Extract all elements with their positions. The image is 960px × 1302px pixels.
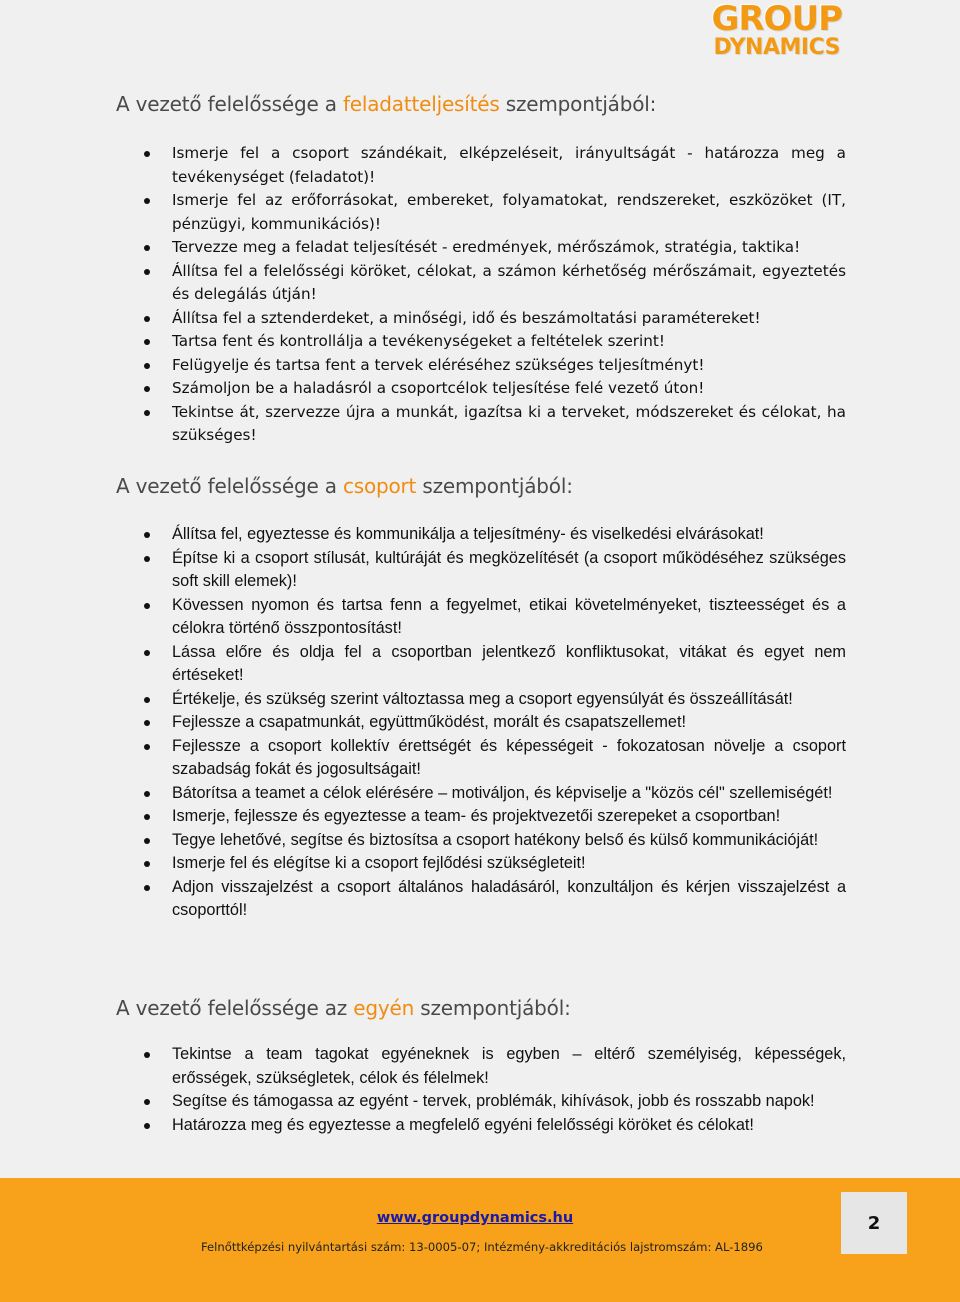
logo-line-2: DYNAMICS xyxy=(713,35,840,60)
list-item: Tekintse a team tagokat egyéneknek is egyben – eltérő személyiség, képességek, erősségek, szükségletek, célok és félelmek! xyxy=(140,1043,846,1090)
list-item: Állítsa fel, egyeztesse és kommunikálja a teljesítmény- és viselkedési elvárásokat! xyxy=(140,523,846,547)
list-item: Ismerje fel a csoport szándékait, elképzeléseit, irányultságát - határozza meg a tevékenységet (feladatot)! xyxy=(140,142,846,189)
list-item: Állítsa fel a sztenderdeket, a minőségi, idő és beszámoltatási paramétereket! xyxy=(140,307,846,331)
heading-highlight: egyén xyxy=(353,996,415,1020)
task-responsibility-list xyxy=(140,142,846,448)
list-item: Tegye lehetővé, segítse és biztosítsa a csoport hatékony belső és külső kommunikációját! xyxy=(140,829,846,853)
list-item: Építse ki a csoport stílusát, kultúráját és megközelítését (a csoport működéséhez szükséges soft skill elemek)! xyxy=(140,547,846,594)
section-heading-task: A vezető felelőssége a feladatteljesítés szempontjából: xyxy=(116,92,657,116)
section-heading-individual: A vezető felelőssége az egyén szempontjából: xyxy=(116,996,571,1020)
list-item: Számoljon be a haladásról a csoportcélok teljesítése felé vezető úton! xyxy=(140,377,846,401)
list-item: Határozza meg és egyeztesse a megfelelő egyéni felelősségi köröket és célokat! xyxy=(140,1114,846,1138)
list-item: Fejlessze a csapatmunkát, együttműködést, morált és csapatszellemet! xyxy=(140,711,846,735)
list-item: Segítse és támogassa az egyént - tervek, problémák, kihívások, jobb és rosszabb napok! xyxy=(140,1090,846,1114)
page-number xyxy=(841,1192,907,1254)
list-item: Ismerje fel és elégítse ki a csoport fejlődési szükségleteit! xyxy=(140,852,846,876)
list-item: Fejlessze a csoport kollektív érettségét és képességeit - fokozatosan növelje a csoport szabadság fokát és jogosultságait! xyxy=(140,735,846,782)
list-item: Adjon visszajelzést a csoport általános haladásáról, konzultáljon és kérjen visszajelzést a csoporttól! xyxy=(140,876,846,923)
list-item: Ismerje fel az erőforrásokat, embereket, folyamatokat, rendszereket, eszközöket (IT, pénzügyi, kommunikációs)! xyxy=(140,189,846,236)
group-dynamics-logo xyxy=(711,2,842,59)
list-item: Bátorítsa a teamet a célok elérésére – motiváljon, és képviselje a "közös cél" szellemiségét! xyxy=(140,782,846,806)
website-link[interactable]: www.groupdynamics.hu xyxy=(376,1210,574,1226)
list-item: Állítsa fel a felelősségi köröket, célokat, a számon kérhetőség mérőszámait, egyeztetés és delegálás útján! xyxy=(140,260,846,307)
list-item: Felügyelje és tartsa fent a tervek eléréséhez szükséges teljesítményt! xyxy=(140,354,846,378)
list-item: Tekintse át, szervezze újra a munkát, igazítsa ki a terveket, módszereket és célokat, ha szükséges! xyxy=(140,401,846,448)
heading-highlight: feladatteljesítés xyxy=(342,92,500,116)
list-item: Lássa előre és oldja fel a csoportban jelentkező konfliktusokat, vitákat és egyet nem értéseket! xyxy=(140,641,846,688)
page-footer xyxy=(0,1178,960,1302)
list-item: Tartsa fent és kontrollálja a tevékenységeket a feltételek szerint! xyxy=(140,330,846,354)
heading-highlight: csoport xyxy=(342,474,417,498)
logo-line-1: GROUP xyxy=(711,0,842,39)
group-responsibility-list xyxy=(140,523,846,923)
registration-info: Felnőttképzési nyilvántartási szám: 13-0005-07; Intézmény-akkreditációs lajstromszám: AL-1896 xyxy=(201,1240,763,1254)
list-item: Tervezze meg a feladat teljesítését - eredmények, mérőszámok, stratégia, taktika! xyxy=(140,236,846,260)
list-item: Ismerje, fejlessze és egyeztesse a team- és projektvezetői szerepeket a csoportban! xyxy=(140,805,846,829)
list-item: Értékelje, és szükség szerint változtassa meg a csoport egyensúlyát és összeállítását! xyxy=(140,688,846,712)
page-number-text: 2 xyxy=(867,1212,881,1234)
individual-responsibility-list xyxy=(140,1043,846,1137)
list-item: Kövessen nyomon és tartsa fenn a fegyelmet, etikai követelményeket, tiszteességet és a célokra történő összpontosítást! xyxy=(140,594,846,641)
section-heading-group: A vezető felelőssége a csoport szempontjából: xyxy=(116,474,573,498)
